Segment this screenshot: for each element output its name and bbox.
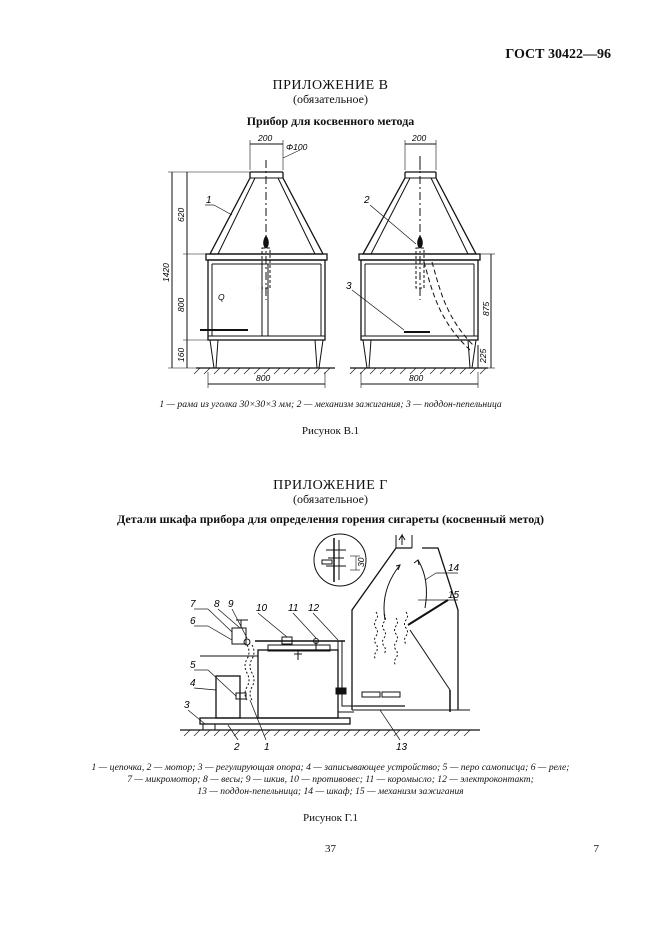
callout-g-3: 3 xyxy=(184,700,190,711)
figure-g1-caption: Рисунок Г.1 xyxy=(302,812,359,824)
appendix-g-title: ПРИЛОЖЕНИЕ Г xyxy=(273,478,388,493)
dim-160: 160 xyxy=(176,347,186,362)
dim-phi100: Φ100 xyxy=(286,142,308,152)
dim-200-right: 200 xyxy=(412,133,427,143)
dim-875: 875 xyxy=(481,301,491,316)
callout-1: 1 xyxy=(206,195,212,206)
figure-g1-legend-line-3: 13 — поддон-пепельница; 14 — шкаф; 15 — механизм зажигания xyxy=(197,786,464,797)
callout-g-7: 7 xyxy=(190,599,196,610)
page-number: 37 xyxy=(325,843,336,855)
callout-g-11: 11 xyxy=(288,603,299,614)
appendix-g-status: (обязательное) xyxy=(293,492,368,506)
figure-v1-legend: 1 — рама из уголка 30×30×3 мм; 2 — механизм зажигания; 3 — поддон-пепельница xyxy=(159,399,502,410)
callout-g-12: 12 xyxy=(308,603,320,614)
callout-g-8: 8 xyxy=(214,599,220,610)
dim-1420: 1420 xyxy=(161,263,171,282)
callout-g-13: 13 xyxy=(396,742,408,753)
label-q: Q xyxy=(218,292,225,302)
callout-g-1: 1 xyxy=(264,742,270,753)
callout-g-4: 4 xyxy=(190,678,196,689)
dim-225: 225 xyxy=(478,348,488,363)
figure-v1-caption: Рисунок В.1 xyxy=(301,425,360,437)
dim-200-left: 200 xyxy=(258,133,273,143)
appendix-v-title: ПРИЛОЖЕНИЕ В xyxy=(272,78,389,93)
dim-620: 620 xyxy=(176,207,186,222)
dim-800-width-left: 800 xyxy=(256,373,271,383)
callout-g-2: 2 xyxy=(234,742,240,753)
callout-2: 2 xyxy=(364,195,370,206)
figure-g1-legend-line-1: 1 — цепочка, 2 — мотор; 3 — регулирующая опора; 4 — записывающее устройство; 5 — перо самописца; 6 — реле; xyxy=(91,762,570,773)
callout-3: 3 xyxy=(346,281,352,292)
sheet-number: 7 xyxy=(593,843,599,855)
dim-800-height: 800 xyxy=(176,297,186,312)
standard-number: ГОСТ 30422—96 xyxy=(505,47,611,62)
appendix-v-status: (обязательное) xyxy=(293,92,368,106)
figure-g1-title: Детали шкафа прибора для определения горения сигареты (косвенный метод) xyxy=(117,512,544,526)
dim-30: 30 xyxy=(356,557,366,567)
figure-v1-title: Прибор для косвенного метода xyxy=(246,114,415,128)
callout-g-14: 14 xyxy=(448,563,460,574)
callout-g-6: 6 xyxy=(190,616,196,627)
dim-800-width-right: 800 xyxy=(409,373,424,383)
callout-g-5: 5 xyxy=(190,660,196,671)
callout-g-9: 9 xyxy=(228,599,234,610)
figure-g1-legend-line-2: 7 — микромотор; 8 — весы; 9 — шкив, 10 — противовес; 11 — коромысло; 12 — электроконтакт; xyxy=(127,774,534,785)
callout-g-10: 10 xyxy=(256,603,268,614)
callout-g-15: 15 xyxy=(448,590,460,601)
